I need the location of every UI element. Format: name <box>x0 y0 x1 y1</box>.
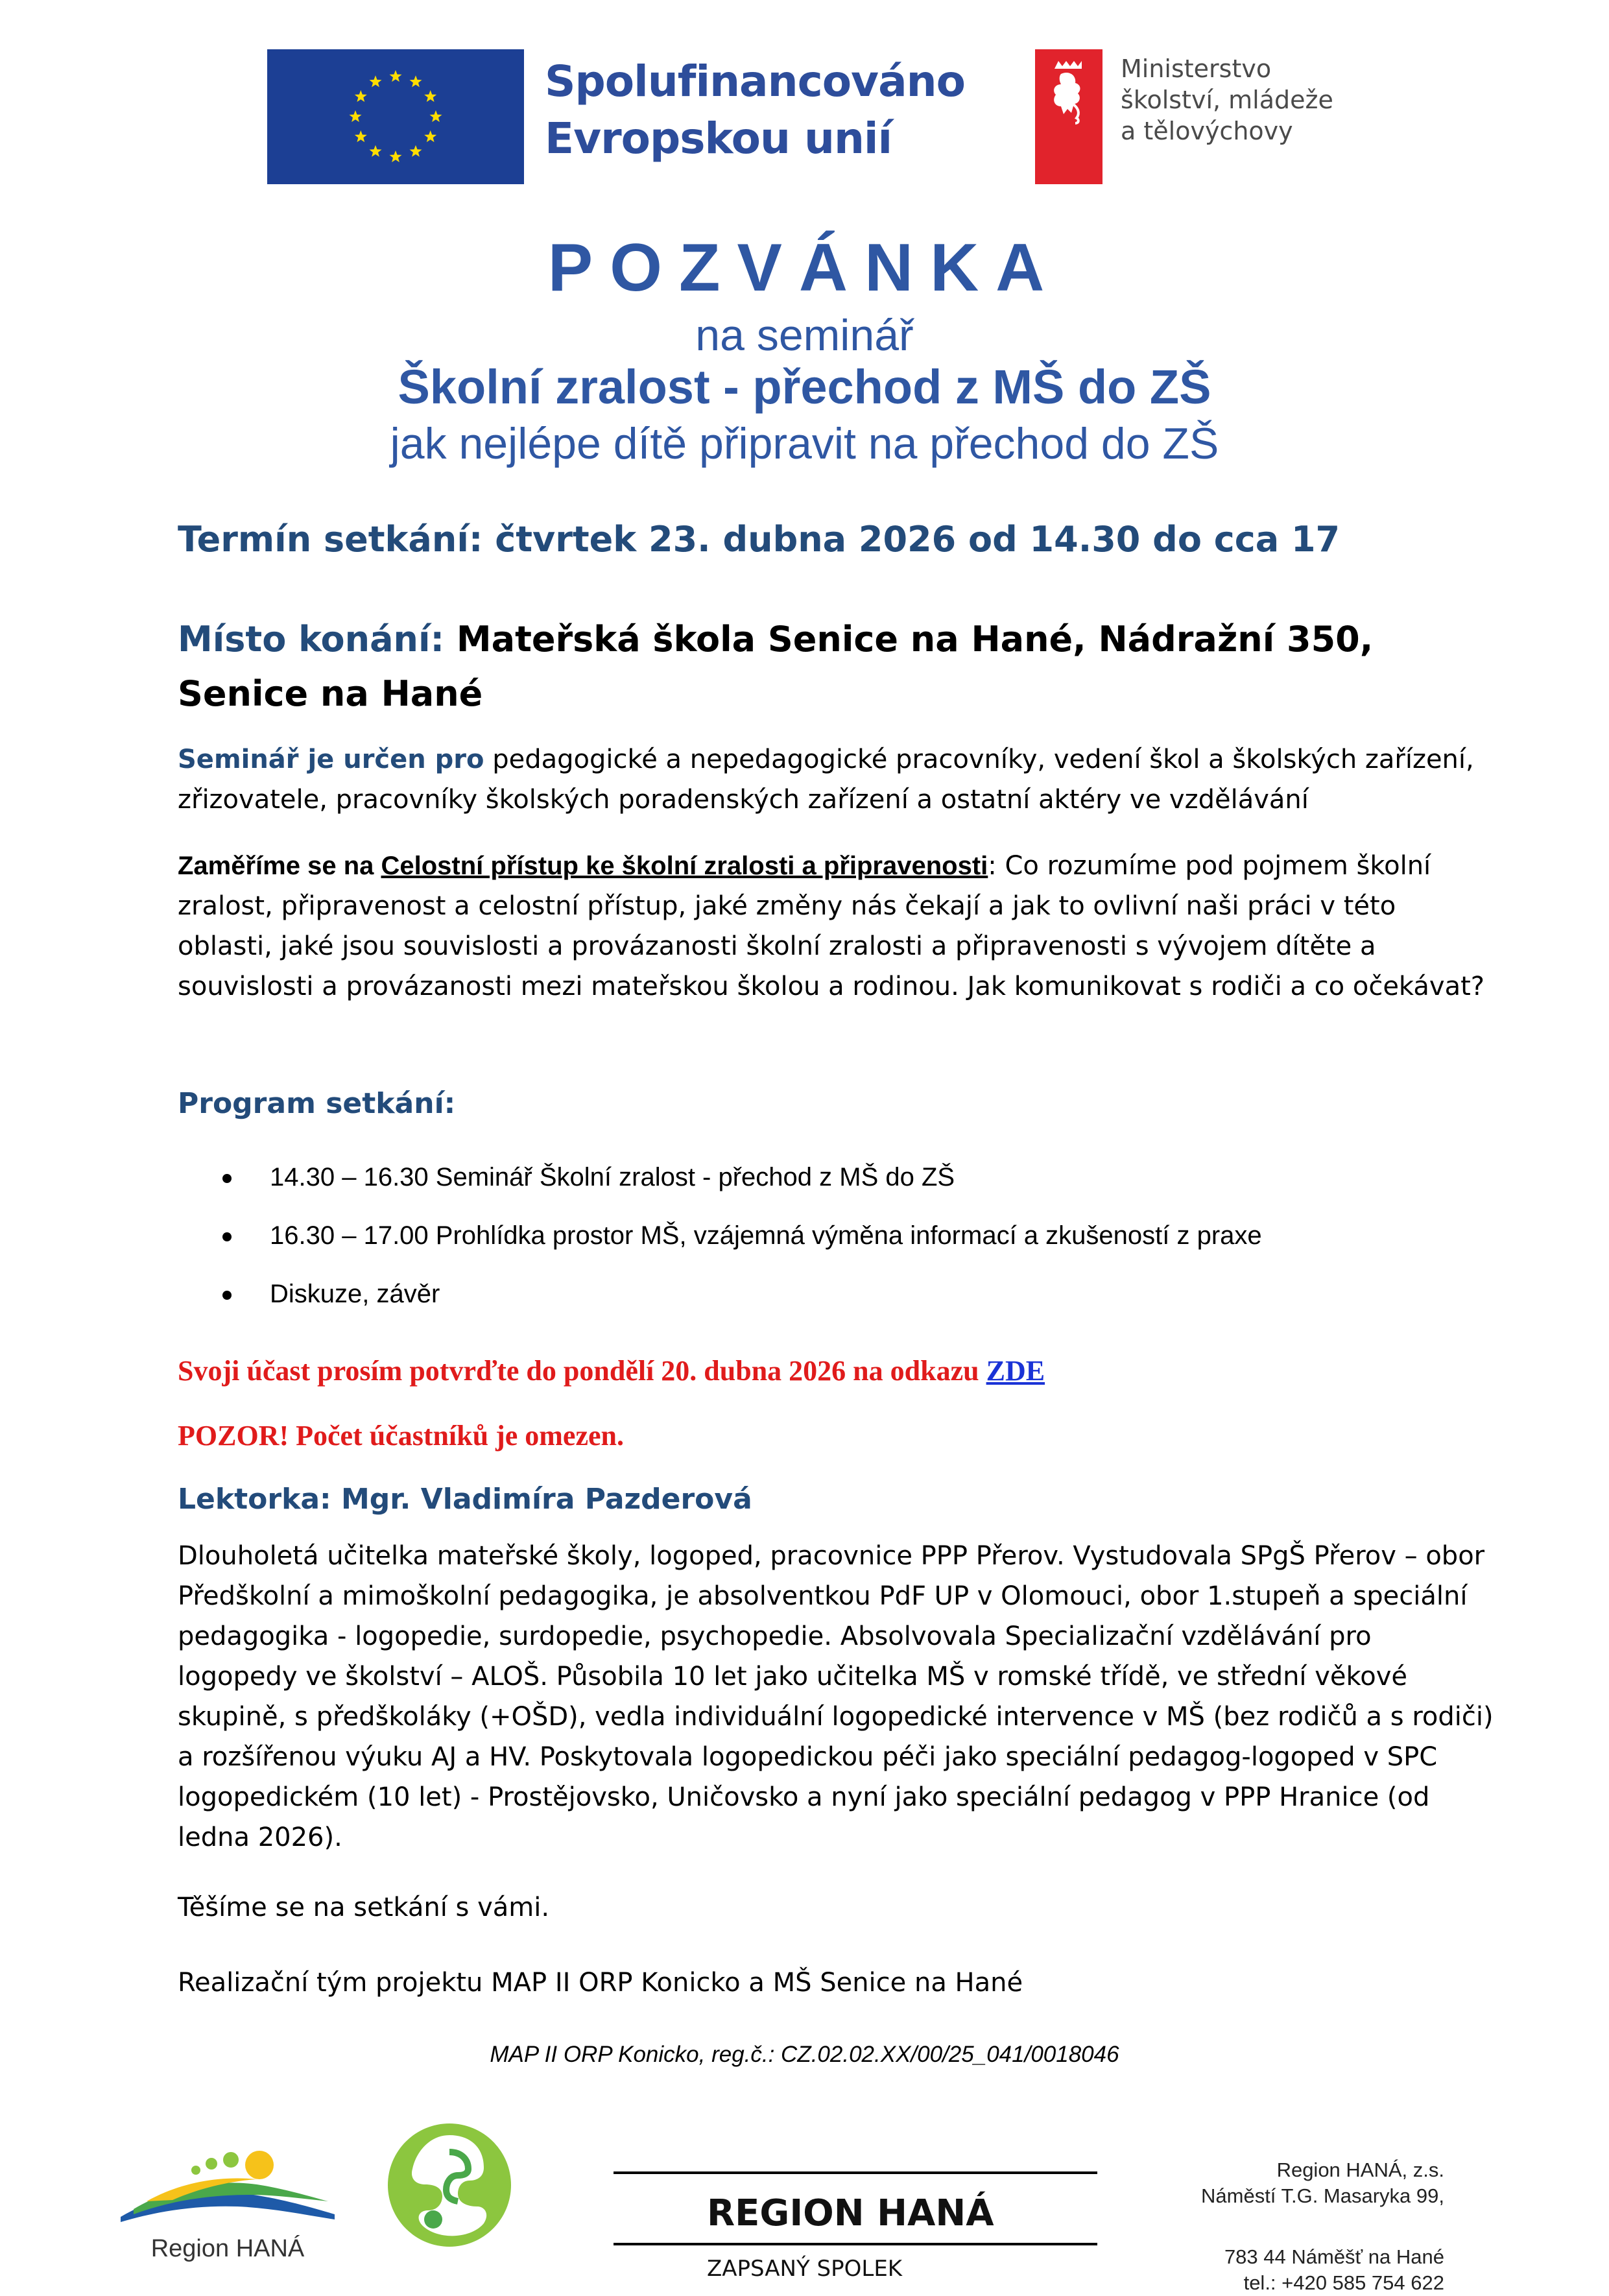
region-hana-logo-caption: Region HANÁ <box>150 2235 305 2262</box>
program-item-2: 16.30 – 17.00 Prohlídka prostor MŠ, vzájemná výměna informací a zkušeností z praxe <box>270 1221 1262 1250</box>
stamp-top-rule <box>614 2171 1097 2174</box>
registration-number: MAP II ORP Konicko, reg.č.: CZ.02.02.XX/00/25_041/0018046 <box>490 2042 1119 2067</box>
map-puzzle-logo <box>387 2122 512 2248</box>
eu-line-2: Evropskou unií <box>545 114 892 163</box>
program-heading: Program setkání: <box>178 1087 456 1120</box>
region-hana-logo <box>121 2134 335 2270</box>
focus-text: : Co rozumíme pod pojmem školní zralost, připravenost a celostní přístup, jaké změny nás čekají a jak to ovlivní naši práci v této oblasti, jaké jsou souvislosti a provázanosti školní zralosti a připravenosti s vývojem dítěte a souvislosti a provázanosti mezi mateřskou školou a rodinou. Jak komunikovat s rodiči a co očekávat? <box>178 851 1484 1001</box>
puzzle-icon <box>387 2122 512 2248</box>
seminar-topic: Školní zralost - přechod z MŠ do ZŠ <box>398 360 1211 414</box>
audience-paragraph <box>178 739 1494 820</box>
bullet-icon <box>222 1232 232 1241</box>
title-subtitle: na seminář <box>695 311 914 360</box>
program-item-1: 14.30 – 16.30 Seminář Školní zralost - přechod z MŠ do ZŠ <box>270 1163 955 1191</box>
focus-label: Zaměříme se na <box>178 852 381 880</box>
audience-text: pedagogické a nepedagogické pracovníky, vedení škol a školských zařízení, zřizovatele, pracovníky školských poradenských zařízení a ostatní aktéry ve vzdělávání <box>178 745 1474 815</box>
meeting-date: Termín setkání: čtvrtek 23. dubna 2026 od 14.30 do cca 17 <box>178 519 1341 560</box>
eu-star-icon <box>424 130 436 142</box>
bullet-icon <box>222 1291 232 1300</box>
address-line: Náměstí T.G. Masaryka 99, <box>1201 2184 1444 2207</box>
confirm-text: Svoji účast prosím potvrďte do pondělí 20. dubna 2026 na odkazu <box>178 1355 986 1387</box>
eu-star-icon <box>409 145 422 157</box>
eu-stars-icon <box>267 49 524 184</box>
msmt-ministry-text <box>1121 53 1333 147</box>
meeting-place <box>178 612 1494 721</box>
meeting-place-label: Místo konání: <box>178 619 445 660</box>
address-line: Region HANÁ, z.s. <box>1276 2158 1444 2181</box>
registration-link[interactable]: ZDE <box>986 1355 1045 1387</box>
closing-greeting: Těšíme se na setkání s vámi. <box>178 1893 550 1922</box>
org-address-top <box>1201 2157 1444 2209</box>
eu-line-1: Spolufinancováno <box>545 56 965 106</box>
meeting-place-value: Mateřská škola Senice na Hané, Nádražní 350, Senice na Hané <box>178 619 1374 714</box>
address-line: 783 44 Náměšť na Hané <box>1224 2245 1444 2268</box>
eu-star-icon <box>349 110 361 122</box>
eu-star-icon <box>355 130 367 142</box>
msmt-line-1: Ministerstvo <box>1121 54 1272 83</box>
project-team: Realizační tým projektu MAP II ORP Konicko a MŠ Senice na Hané <box>178 1968 1023 1998</box>
eu-star-icon <box>424 90 436 102</box>
stamp-bottom-rule <box>614 2243 1097 2245</box>
msmt-line-2: školství, mládeže <box>1121 86 1333 114</box>
audience-label: Seminář je určen pro <box>178 745 484 774</box>
capacity-warning: POZOR! Počet účastníků je omezen. <box>178 1420 624 1452</box>
stamp-org-name: REGION HANÁ <box>707 2192 994 2234</box>
org-address-bottom <box>1224 2244 1444 2296</box>
confirm-attendance <box>178 1354 1494 1387</box>
eu-cofinanced-text <box>545 53 965 167</box>
lecturer-bio: Dlouholetá učitelka mateřské školy, logoped, pracovnice PPP Přerov. Vystudovala SPgŠ Přerov – obor Předškolní a mimoškolní pedagogika, je absolventkou PdF UP v Olomouci, obor 1.stupeň a speciální pedagogika - logopedie, surdopedie, psychopedie. Absolvovala Specializační vzdělávání pro logopedy ve školství – ALOŠ. Působila 10 let jako učitelka MŠ v romské třídě, ve střední věkové skupině, s předškoláky (+OŠD), vedla individuální logopedické intervence v MŠ (bez rodičů a s rodiči) a rozšířenou výuku AJ a HV. Poskytovala logopedickou péči jako speciální pedagog-logoped v SPC logopedickém (10 let) - Prostějovsko, Uničovsko a nyní jako speciální pedagog v PPP Hranice (od ledna 2026). <box>178 1541 1494 1852</box>
msmt-lion-logo <box>1035 49 1102 184</box>
focus-topic: Celostní přístup ke školní zralosti a připravenosti <box>381 852 988 880</box>
region-hana-hills-icon <box>121 2134 335 2231</box>
bullet-icon <box>222 1174 232 1183</box>
eu-star-icon <box>369 145 381 157</box>
lecturer-heading: Lektorka: Mgr. Vladimíra Pazderová <box>178 1483 752 1516</box>
eu-star-icon <box>409 75 422 87</box>
seminar-tagline: jak nejlépe dítě připravit na přechod do ZŠ <box>390 419 1219 468</box>
address-line: tel.: +420 585 754 622 <box>1243 2271 1444 2294</box>
eu-star-icon <box>369 75 381 87</box>
program-item-3: Diskuze, závěr <box>270 1280 440 1308</box>
focus-paragraph <box>178 846 1494 1007</box>
eu-star-icon <box>389 150 401 162</box>
eu-star-icon <box>355 90 367 102</box>
czech-lion-icon <box>1035 49 1102 184</box>
stamp-org-type: ZAPSANÝ SPOLEK <box>707 2256 903 2282</box>
eu-star-icon <box>389 70 401 82</box>
msmt-line-3: a tělovýchovy <box>1121 117 1293 145</box>
eu-flag-logo <box>267 49 524 184</box>
eu-star-icon <box>429 110 442 122</box>
page-title: POZVÁNKA <box>547 230 1062 305</box>
